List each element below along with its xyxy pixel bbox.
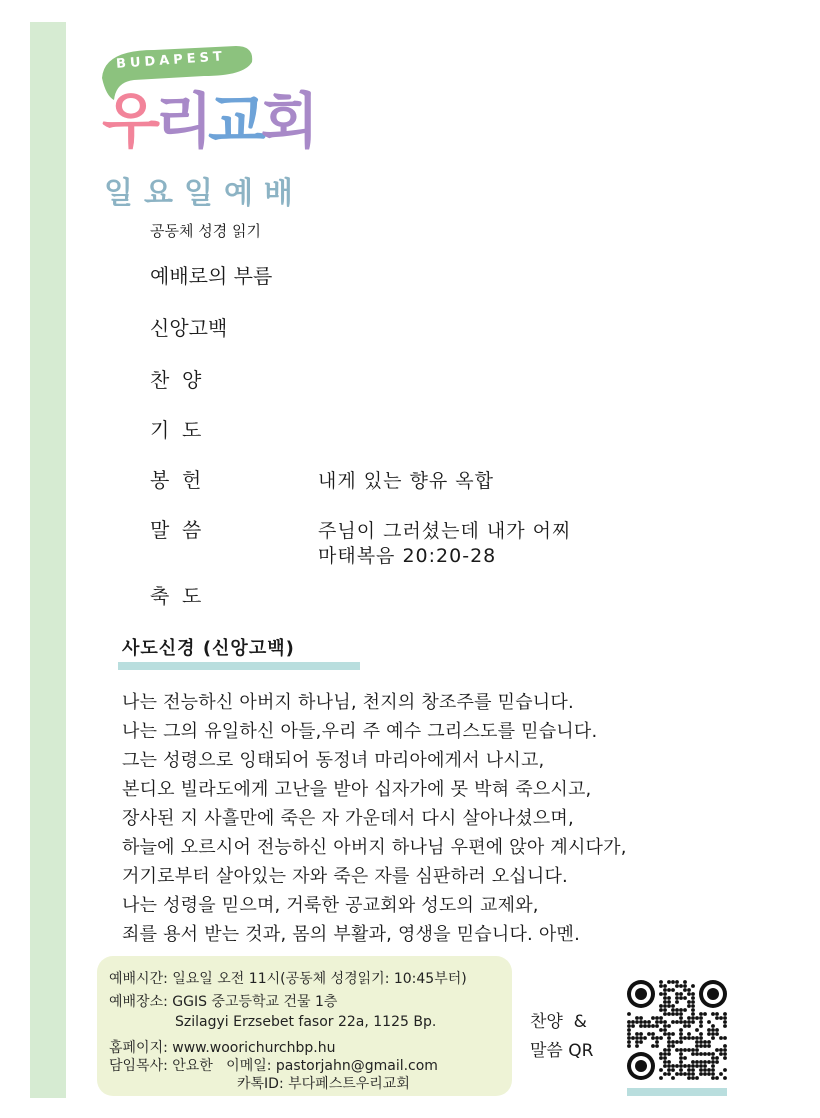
qr-module	[723, 1048, 727, 1052]
qr-module	[655, 1040, 659, 1044]
qr-underline	[627, 1088, 727, 1096]
qr-module	[679, 1048, 683, 1052]
qr-module	[723, 1044, 727, 1048]
sermon-passage: 마태복음 20:20-28	[318, 545, 497, 567]
qr-module	[691, 1016, 695, 1020]
qr-module	[723, 1056, 727, 1060]
qr-module	[703, 1044, 707, 1048]
qr-module	[683, 1008, 687, 1012]
info-service-place: 예배장소: GGIS 중고등학교 건물 1층	[109, 994, 338, 1010]
qr-finder-top-right	[699, 980, 727, 1008]
qr-module	[715, 1060, 719, 1064]
qr-module	[675, 1064, 679, 1068]
qr-module	[675, 996, 679, 1000]
qr-module	[707, 1044, 711, 1048]
qr-module	[679, 1040, 683, 1044]
qr-module	[659, 1004, 663, 1008]
church-logo	[94, 40, 324, 165]
qr-module	[679, 1052, 683, 1056]
qr-module	[691, 1048, 695, 1052]
qr-module	[679, 1008, 683, 1012]
qr-module	[663, 1056, 667, 1060]
qr-module	[715, 1012, 719, 1016]
info-homepage: 홈페이지: www.woorichurchbp.hu	[109, 1040, 336, 1056]
qr-module	[639, 1032, 643, 1036]
qr-module	[655, 1044, 659, 1048]
info-service-time: 예배시간: 일요일 오전 11시(공동체 성경읽기: 10:45부터)	[109, 971, 467, 987]
qr-module	[675, 980, 679, 984]
qr-module	[667, 988, 671, 992]
qr-module	[691, 1076, 695, 1080]
qr-module	[699, 1072, 703, 1076]
qr-module	[671, 1032, 675, 1036]
qr-module	[639, 1016, 643, 1020]
qr-module	[679, 1068, 683, 1072]
creed-heading: 사도신경 (신앙고백)	[122, 638, 295, 659]
qr-module	[679, 992, 683, 996]
qr-module	[679, 1072, 683, 1076]
qr-module	[679, 1020, 683, 1024]
qr-module	[711, 1012, 715, 1016]
offering-song: 내게 있는 향유 옥합	[318, 470, 494, 492]
qr-module	[699, 1024, 703, 1028]
qr-module	[711, 1056, 715, 1060]
qr-module	[683, 1024, 687, 1028]
qr-module	[719, 1036, 723, 1040]
qr-module	[663, 1064, 667, 1068]
qr-module	[699, 1012, 703, 1016]
qr-module	[687, 1000, 691, 1004]
qr-module	[659, 1056, 663, 1060]
qr-module	[627, 1028, 631, 1032]
qr-module	[659, 984, 663, 988]
qr-module	[627, 1032, 631, 1036]
qr-module	[631, 1024, 635, 1028]
qr-module	[659, 1036, 663, 1040]
qr-module	[667, 1000, 671, 1004]
qr-module	[695, 1064, 699, 1068]
qr-module	[675, 992, 679, 996]
church-info-box	[97, 956, 512, 1096]
qr-module	[671, 1020, 675, 1024]
qr-module	[675, 1048, 679, 1052]
qr-module	[627, 1012, 631, 1016]
qr-module	[663, 1012, 667, 1016]
qr-module	[695, 1052, 699, 1056]
qr-module	[627, 1036, 631, 1040]
qr-module	[699, 1032, 703, 1036]
qr-label-line-1: 찬양 &	[530, 1012, 587, 1032]
qr-module	[635, 1016, 639, 1020]
qr-module	[687, 1036, 691, 1040]
qr-module	[691, 1064, 695, 1068]
qr-module	[671, 1076, 675, 1080]
qr-module	[687, 1020, 691, 1024]
qr-module	[695, 1040, 699, 1044]
qr-module	[695, 1060, 699, 1064]
qr-module	[663, 1020, 667, 1024]
qr-module	[707, 1072, 711, 1076]
qr-module	[683, 1036, 687, 1040]
qr-module	[687, 1048, 691, 1052]
creed-line: 나는 성령을 믿으며, 거룩한 공교회와 성도의 교제와,	[122, 895, 539, 916]
sermon-title: 주님이 그러셨는데 내가 어찌	[318, 520, 572, 542]
qr-module	[699, 1016, 703, 1020]
qr-module	[699, 1040, 703, 1044]
qr-module	[659, 980, 663, 984]
qr-module	[663, 1072, 667, 1076]
qr-module	[671, 1008, 675, 1012]
qr-module	[723, 1052, 727, 1056]
qr-module	[663, 1060, 667, 1064]
qr-module	[663, 1004, 667, 1008]
qr-module	[667, 1032, 671, 1036]
qr-module	[679, 1056, 683, 1060]
qr-module	[691, 1036, 695, 1040]
qr-module	[643, 1024, 647, 1028]
qr-module	[639, 1036, 643, 1040]
qr-module	[695, 1048, 699, 1052]
qr-module	[723, 1012, 727, 1016]
qr-module	[667, 1072, 671, 1076]
qr-module	[655, 1016, 659, 1020]
qr-module	[695, 1076, 699, 1080]
qr-module	[723, 1016, 727, 1020]
qr-module	[655, 1024, 659, 1028]
order-offering: 봉 헌	[150, 468, 202, 492]
qr-module	[663, 1024, 667, 1028]
qr-finder-top-left	[627, 980, 655, 1008]
qr-module	[691, 1060, 695, 1064]
qr-module	[679, 996, 683, 1000]
qr-module	[715, 1016, 719, 1020]
qr-module	[699, 1044, 703, 1048]
qr-module	[635, 1036, 639, 1040]
qr-module	[671, 1012, 675, 1016]
creed-line: 나는 그의 유일하신 아들,우리 주 예수 그리스도를 믿습니다.	[122, 721, 598, 742]
qr-module	[651, 1036, 655, 1040]
qr-module	[667, 1024, 671, 1028]
qr-module	[643, 1020, 647, 1024]
qr-module	[699, 1052, 703, 1056]
qr-module	[683, 1064, 687, 1068]
qr-module	[711, 1052, 715, 1056]
qr-module	[699, 1064, 703, 1068]
qr-module	[703, 1072, 707, 1076]
qr-module	[667, 1060, 671, 1064]
qr-module	[707, 1032, 711, 1036]
qr-module	[707, 1040, 711, 1044]
order-call-to-worship: 예배로의 부름	[150, 264, 273, 288]
qr-module	[679, 1064, 683, 1068]
qr-module	[687, 1032, 691, 1036]
qr-module	[655, 1036, 659, 1040]
qr-module	[635, 1040, 639, 1044]
qr-module	[723, 1076, 727, 1080]
qr-module	[647, 1024, 651, 1028]
qr-module	[663, 1028, 667, 1032]
qr-module	[675, 1040, 679, 1044]
qr-module	[663, 1048, 667, 1052]
qr-module	[711, 1060, 715, 1064]
qr-module	[687, 988, 691, 992]
qr-module	[675, 1072, 679, 1076]
qr-module	[711, 1028, 715, 1032]
qr-module	[723, 1068, 727, 1072]
qr-module	[679, 1060, 683, 1064]
qr-module	[683, 1056, 687, 1060]
qr-module	[695, 1036, 699, 1040]
qr-module	[703, 1064, 707, 1068]
qr-module	[667, 1048, 671, 1052]
qr-module	[711, 1032, 715, 1036]
logo-wordmark	[102, 87, 314, 157]
qr-module	[691, 1000, 695, 1004]
qr-module	[707, 1020, 711, 1024]
info-address: Szilagyi Erzsebet fasor 22a, 1125 Bp.	[175, 1014, 437, 1030]
qr-module	[667, 1012, 671, 1016]
qr-module	[703, 1068, 707, 1072]
qr-module	[687, 1016, 691, 1020]
qr-module	[687, 1072, 691, 1076]
qr-module	[667, 1036, 671, 1040]
qr-module	[659, 1068, 663, 1072]
qr-module	[691, 1004, 695, 1008]
info-kakao-id: 카톡ID: 부다페스트우리교회	[237, 1076, 410, 1092]
qr-finder-bottom-left	[627, 1052, 655, 1080]
qr-label	[530, 1008, 593, 1066]
qr-module	[663, 992, 667, 996]
qr-module	[671, 1044, 675, 1048]
qr-module	[695, 1016, 699, 1020]
qr-module	[659, 1076, 663, 1080]
qr-module	[699, 1020, 703, 1024]
qr-module	[675, 1020, 679, 1024]
qr-module	[667, 1068, 671, 1072]
qr-module	[691, 1072, 695, 1076]
qr-module	[715, 1032, 719, 1036]
qr-module	[723, 1020, 727, 1024]
qr-module	[699, 1068, 703, 1072]
qr-module	[719, 1052, 723, 1056]
creed-line: 본디오 빌라도에게 고난을 받아 십자가에 못 박혀 죽으시고,	[122, 779, 592, 800]
qr-module	[659, 1028, 663, 1032]
qr-module	[691, 1020, 695, 1024]
qr-module	[683, 996, 687, 1000]
qr-module	[671, 1064, 675, 1068]
qr-module	[635, 1020, 639, 1024]
qr-module	[711, 1036, 715, 1040]
qr-module	[699, 1060, 703, 1064]
qr-module	[683, 1048, 687, 1052]
qr-module	[627, 1024, 631, 1028]
qr-module	[655, 1020, 659, 1024]
qr-module	[691, 992, 695, 996]
qr-module	[679, 1012, 683, 1016]
qr-module	[683, 980, 687, 984]
qr-module	[679, 984, 683, 988]
qr-module	[695, 1044, 699, 1048]
qr-module	[687, 1076, 691, 1080]
qr-module	[667, 980, 671, 984]
qr-module	[715, 1076, 719, 1080]
qr-module	[631, 1036, 635, 1040]
qr-module	[711, 1068, 715, 1072]
qr-module	[707, 1060, 711, 1064]
qr-module	[711, 1024, 715, 1028]
qr-module	[711, 1064, 715, 1068]
qr-module	[659, 1020, 663, 1024]
qr-module	[687, 1004, 691, 1008]
qr-module	[643, 1036, 647, 1040]
qr-module	[683, 988, 687, 992]
qr-module	[675, 1000, 679, 1004]
qr-module	[663, 984, 667, 988]
qr-module	[691, 1008, 695, 1012]
qr-module	[679, 1036, 683, 1040]
qr-module	[719, 1072, 723, 1076]
creed-line: 그는 성령으로 잉태되어 동정녀 마리아에게서 나시고,	[122, 750, 545, 771]
qr-module	[631, 1020, 635, 1024]
qr-module	[663, 1052, 667, 1056]
logo-char-4: 회	[260, 87, 314, 157]
order-confession: 신앙고백	[150, 316, 228, 340]
qr-module	[667, 1044, 671, 1048]
qr-module	[703, 1012, 707, 1016]
qr-module	[715, 1028, 719, 1032]
qr-module	[667, 1004, 671, 1008]
qr-module	[703, 1060, 707, 1064]
qr-module	[723, 1024, 727, 1028]
qr-label-line-2: 말씀 QR	[530, 1041, 594, 1061]
qr-module	[667, 1040, 671, 1044]
order-hymn: 찬 양	[150, 368, 202, 392]
qr-module	[707, 1068, 711, 1072]
qr-module	[703, 1052, 707, 1056]
qr-module	[663, 1000, 667, 1004]
qr-module	[679, 1028, 683, 1032]
side-bar-decoration	[30, 22, 66, 1098]
qr-module	[687, 1064, 691, 1068]
logo-char-2: 리	[154, 87, 208, 157]
creed-line: 하늘에 오르시어 전능하신 아버지 하나님 우편에 앉아 계시다가,	[122, 837, 627, 858]
qr-module	[711, 1076, 715, 1080]
qr-module	[651, 1016, 655, 1020]
qr-module	[683, 984, 687, 988]
qr-module	[659, 1008, 663, 1012]
qr-module	[635, 1032, 639, 1036]
qr-module	[667, 1052, 671, 1056]
qr-module	[667, 1064, 671, 1068]
logo-char-3: 교	[207, 87, 261, 157]
qr-module	[627, 1044, 631, 1048]
qr-module	[651, 1032, 655, 1036]
qr-module	[627, 1020, 631, 1024]
qr-module	[687, 1024, 691, 1028]
qr-module	[687, 992, 691, 996]
qr-module	[663, 1008, 667, 1012]
qr-module	[683, 1020, 687, 1024]
service-title: 일요일예배	[104, 176, 304, 211]
qr-module	[671, 1040, 675, 1044]
qr-module	[651, 1024, 655, 1028]
qr-module	[647, 1032, 651, 1036]
qr-module	[627, 1040, 631, 1044]
qr-module	[719, 1016, 723, 1020]
order-reading: 공동체 성경 읽기	[150, 222, 261, 240]
qr-module	[671, 1068, 675, 1072]
qr-module	[671, 1004, 675, 1008]
creed-line: 나는 전능하신 아버지 하나님, 천지의 창조주를 믿습니다.	[122, 692, 574, 713]
qr-module	[715, 1048, 719, 1052]
creed-line: 장사된 지 사흘만에 죽은 자 가운데서 다시 살아나셨으며,	[122, 808, 574, 829]
qr-module	[675, 1008, 679, 1012]
qr-module	[663, 988, 667, 992]
qr-module	[659, 1016, 663, 1020]
qr-module	[683, 1072, 687, 1076]
qr-module	[639, 1024, 643, 1028]
creed-text	[122, 688, 772, 949]
qr-module	[699, 1036, 703, 1040]
qr-module	[707, 1028, 711, 1032]
qr-module	[715, 1056, 719, 1060]
qr-module	[635, 1044, 639, 1048]
qr-module	[651, 1044, 655, 1048]
qr-module	[679, 1032, 683, 1036]
qr-module	[723, 1036, 727, 1040]
qr-module	[667, 996, 671, 1000]
info-pastor-email: 담임목사: 안요한 이메일: pastorjahn@gmail.com	[109, 1058, 438, 1074]
order-benediction: 축 도	[150, 584, 202, 608]
qr-module	[711, 1072, 715, 1076]
qr-module	[691, 1012, 695, 1016]
qr-module	[691, 996, 695, 1000]
creed-heading-underline	[118, 662, 360, 670]
qr-module	[691, 984, 695, 988]
qr-module	[659, 1052, 663, 1056]
qr-module	[687, 1068, 691, 1072]
logo-budapest-text: BUDAPEST	[115, 49, 227, 72]
creed-line: 죄를 용서 받는 것과, 몸의 부활과, 영생을 믿습니다. 아멘.	[122, 924, 580, 945]
qr-module	[691, 1068, 695, 1072]
qr-module	[671, 980, 675, 984]
qr-module	[695, 1028, 699, 1032]
qr-module	[707, 1052, 711, 1056]
logo-char-1: 우	[102, 87, 155, 157]
qr-module	[659, 992, 663, 996]
qr-module	[719, 1048, 723, 1052]
qr-code[interactable]	[627, 980, 727, 1080]
qr-module	[671, 988, 675, 992]
qr-module	[639, 1020, 643, 1024]
qr-module	[663, 996, 667, 1000]
qr-module	[691, 1052, 695, 1056]
order-prayer: 기 도	[150, 418, 202, 442]
qr-module	[663, 1032, 667, 1036]
order-sermon: 말 씀	[150, 518, 202, 542]
creed-line: 거기로부터 살아있는 자와 죽은 자를 심판하러 오십니다.	[122, 866, 568, 887]
qr-module	[639, 1040, 643, 1044]
qr-module	[675, 1012, 679, 1016]
qr-module	[703, 1040, 707, 1044]
qr-module	[679, 1016, 683, 1020]
qr-module	[675, 984, 679, 988]
qr-module	[647, 1020, 651, 1024]
